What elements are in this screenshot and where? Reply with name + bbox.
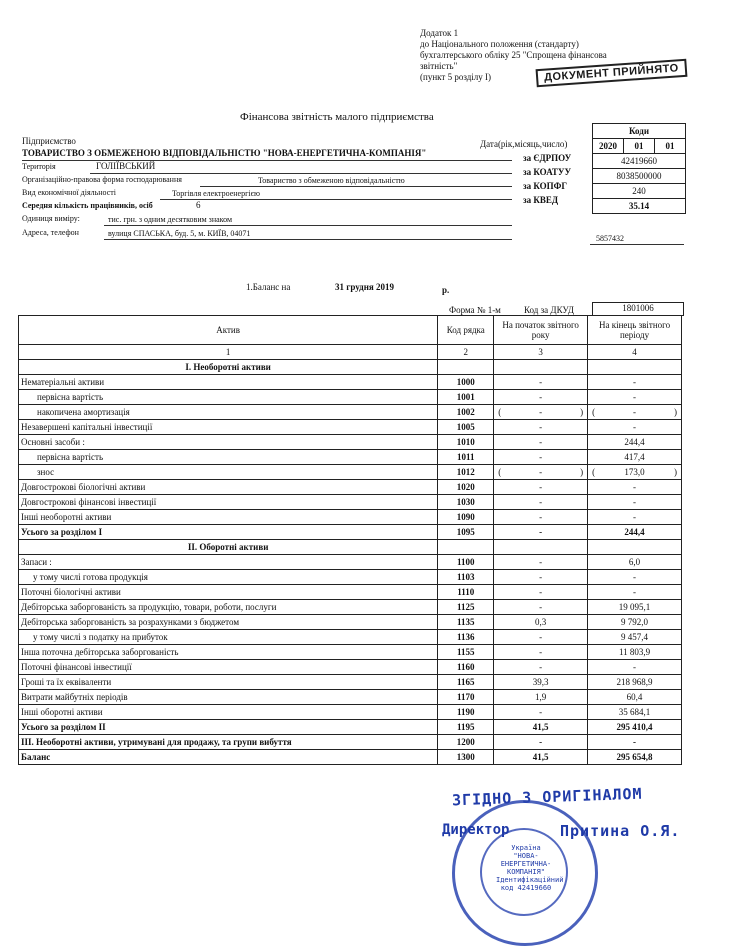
row-value-start: 0,3 [494, 615, 588, 630]
org-form-label: Організаційно-правова форма господарювання [22, 175, 182, 184]
paren-open: ( [498, 407, 502, 417]
edrpou-label: за ЄДРПОУ [523, 153, 572, 163]
table-row [19, 660, 682, 675]
row-code: 1200 [438, 735, 494, 750]
row-code: 1012 [438, 465, 494, 480]
appendix-line: до Національного положення (стандарту) [420, 39, 579, 49]
unit-value: тис. грн. з одним десятковим знаком [108, 215, 233, 224]
row-code: 1000 [438, 375, 494, 390]
row-value-end: - [588, 735, 682, 750]
row-value-start: - [494, 390, 588, 405]
row-value-start [494, 465, 588, 480]
row-label: Баланс [19, 750, 438, 765]
row-value-end: - [588, 660, 682, 675]
row-value-end: 218 968,9 [588, 675, 682, 690]
staff-value: 6 [196, 200, 201, 210]
value-text: - [633, 407, 637, 417]
seal-text-line: код 42419660 [500, 884, 552, 892]
code-koatuu: 8038500000 [593, 168, 685, 183]
table-row [19, 450, 682, 465]
codes-date [593, 138, 685, 153]
row-code: 1135 [438, 615, 494, 630]
balance-date: 31 грудня 2019 [335, 282, 395, 292]
activity-value: Торгівля електроенергією [172, 189, 260, 198]
org-form-value: Товариство з обмеженою відповідальністю [258, 176, 405, 185]
row-value-end: 295 410,4 [588, 720, 682, 735]
row-code: 1160 [438, 660, 494, 675]
table-row [19, 735, 682, 750]
row-label: первісна вартість [19, 450, 438, 465]
unit-label: Одиниця виміру: [22, 214, 80, 223]
row-code: 1300 [438, 750, 494, 765]
table-row [19, 570, 682, 585]
value-text: - [539, 467, 543, 477]
row-label: Дебіторська заборгованість за розрахунками з бюджетом [19, 615, 438, 630]
row-label: первісна вартість [19, 390, 438, 405]
paren-open: ( [592, 467, 596, 477]
row-code: 1020 [438, 480, 494, 495]
code-kved: 35.14 [593, 198, 685, 213]
document-title: Фінансова звітність малого підприємства [240, 111, 434, 123]
paren-close: ) [580, 467, 584, 477]
row-value-start: - [494, 525, 588, 540]
appendix-line: бухгалтерського обліку 25 "Спрощена фінансова [420, 50, 607, 60]
row-code: 1155 [438, 645, 494, 660]
empty-cell [588, 360, 682, 375]
table-row [19, 510, 682, 525]
director-label: Директор [442, 822, 510, 838]
empty-cell [494, 360, 588, 375]
row-code: 1005 [438, 420, 494, 435]
table-row [19, 585, 682, 600]
section-title: ІІ. Оборотні активи [19, 540, 438, 555]
certified-copy-stamp: ЗГІДНО З ОРИГІНАЛОМ [451, 784, 643, 810]
empty-cell [438, 540, 494, 555]
empty-cell [588, 540, 682, 555]
activity-label: Вид економічної діяльності [22, 188, 117, 197]
paren-close: ) [674, 407, 677, 417]
table-header-row [19, 316, 682, 345]
date-year: 2020 [599, 141, 617, 151]
codes-box [592, 123, 686, 214]
row-value-start: - [494, 495, 588, 510]
row-value-start: 1,9 [494, 690, 588, 705]
table-row [19, 375, 682, 390]
row-value-end: 244,4 [588, 435, 682, 450]
row-value-start: - [494, 450, 588, 465]
date-day: 01 [654, 139, 685, 153]
table-row [19, 675, 682, 690]
table-row [19, 495, 682, 510]
row-value-end: 244,4 [588, 525, 682, 540]
row-value-end: - [588, 495, 682, 510]
row-code: 1110 [438, 585, 494, 600]
codes-header: Коди [628, 126, 650, 136]
row-label: Довгострокові біологічні активи [19, 480, 438, 495]
table-row [19, 480, 682, 495]
row-code: 1100 [438, 555, 494, 570]
code-kopfg: 240 [593, 183, 685, 198]
row-value-start: - [494, 660, 588, 675]
row-value-start: - [494, 510, 588, 525]
row-value-end: 11 803,9 [588, 645, 682, 660]
row-value-end: 9 457,4 [588, 630, 682, 645]
row-value-start: - [494, 705, 588, 720]
table-row [19, 705, 682, 720]
table-row [19, 390, 682, 405]
row-value-end: - [588, 585, 682, 600]
seal-text-line: "НОВА- [513, 852, 539, 860]
row-value-end [588, 465, 682, 480]
paren-close: ) [674, 467, 677, 477]
value-text: 173,0 [624, 467, 645, 477]
row-value-end: - [588, 390, 682, 405]
row-label: Витрати майбутніх періодів [19, 690, 438, 705]
seal-text [496, 844, 564, 892]
row-value-end: 19 095,1 [588, 600, 682, 615]
table-row [19, 600, 682, 615]
empty-cell [438, 360, 494, 375]
row-code: 1011 [438, 450, 494, 465]
enterprise-name: ТОВАРИСТВО З ОБМЕЖЕНОЮ ВІДПОВІДАЛЬНІСТЮ "НОВА-ЕНЕРГЕТИЧНА-КОМПАНІЯ" [22, 148, 427, 158]
row-value-end: - [588, 375, 682, 390]
row-value-end: - [588, 420, 682, 435]
row-code: 1190 [438, 705, 494, 720]
seal-text-line: ЕНЕРГЕТИЧНА- [500, 860, 552, 868]
row-code: 1170 [438, 690, 494, 705]
section-title: І. Необоротні активи [19, 360, 438, 375]
row-code: 1165 [438, 675, 494, 690]
col-number: 1 [19, 345, 438, 360]
col-number: 2 [438, 345, 494, 360]
row-code: 1090 [438, 510, 494, 525]
col-number: 4 [588, 345, 682, 360]
staff-label: Середня кількість працівників, осіб [22, 201, 153, 210]
row-code: 1195 [438, 720, 494, 735]
row-label: ІІІ. Необоротні активи, утримувані для продажу, та групи вибуття [19, 735, 438, 750]
phone-value: 5857432 [596, 234, 624, 243]
balance-table [18, 315, 682, 765]
row-value-start: - [494, 645, 588, 660]
paren-open: ( [592, 407, 596, 417]
row-value-start: - [494, 375, 588, 390]
col-number: 3 [494, 345, 588, 360]
table-row [19, 420, 682, 435]
row-value-end: - [588, 480, 682, 495]
row-label: Основні засоби : [19, 435, 438, 450]
table-row [19, 645, 682, 660]
row-value-start: 41,5 [494, 750, 588, 765]
row-code: 1030 [438, 495, 494, 510]
seal-text-line: Ідентифікаційний [496, 876, 564, 884]
table-row [19, 615, 682, 630]
row-code: 1010 [438, 435, 494, 450]
seal-text-line: КОМПАНІЯ" [507, 868, 545, 876]
form-label: Форма № 1-м [449, 305, 501, 315]
paren-open: ( [498, 467, 502, 477]
date-month: 01 [623, 139, 654, 153]
table-row [19, 555, 682, 570]
table-row [19, 630, 682, 645]
row-value-start [494, 405, 588, 420]
enterprise-label: Підприємство [22, 136, 76, 146]
balance-year-suffix: р. [442, 285, 450, 295]
row-label: Усього за розділом І [19, 525, 438, 540]
row-value-start: - [494, 630, 588, 645]
seal-text-line: Україна [511, 844, 541, 852]
col-header-start: На початок звітного року [494, 316, 588, 345]
row-value-start: 41,5 [494, 720, 588, 735]
table-row [19, 720, 682, 735]
row-value-start: - [494, 570, 588, 585]
row-label: знос [19, 465, 438, 480]
director-name: Притина О.Я. [560, 822, 681, 840]
balance-title: 1.Баланс на [246, 282, 291, 292]
row-code: 1103 [438, 570, 494, 585]
section-header-row [19, 360, 682, 375]
row-value-end: 6,0 [588, 555, 682, 570]
row-code: 1095 [438, 525, 494, 540]
dkud-label: Код за ДКУД [524, 305, 574, 315]
row-label: Поточні фінансові інвестиції [19, 660, 438, 675]
row-value-end: 9 792,0 [588, 615, 682, 630]
value-text: - [539, 407, 543, 417]
row-code: 1136 [438, 630, 494, 645]
row-value-start: - [494, 420, 588, 435]
dkud-value: 1801006 [592, 302, 684, 316]
column-number-row [19, 345, 682, 360]
col-header-end: На кінець звітного періоду [588, 316, 682, 345]
row-label: у тому числі з податку на прибуток [19, 630, 438, 645]
row-value-end: 417,4 [588, 450, 682, 465]
row-label: Інші необоротні активи [19, 510, 438, 525]
row-label: у тому числі готова продукція [19, 570, 438, 585]
paren-close: ) [580, 407, 584, 417]
row-value-start: - [494, 555, 588, 570]
row-label: Незавершені капітальні інвестиції [19, 420, 438, 435]
kopfg-label: за КОПФГ [523, 181, 568, 191]
document-accepted-stamp: ДОКУМЕНТ ПРИЙНЯТО [536, 59, 688, 87]
row-value-end: 60,4 [588, 690, 682, 705]
address-value: вулиця СПАСЬКА, буд. 5, м. КИЇВ, 04071 [108, 229, 251, 238]
table-row [19, 690, 682, 705]
row-value-end [588, 405, 682, 420]
row-label: Гроші та їх еквіваленти [19, 675, 438, 690]
table-row [19, 465, 682, 480]
kved-label: за КВЕД [523, 195, 559, 205]
row-value-end: 295 654,8 [588, 750, 682, 765]
row-label: Дебіторська заборгованість за продукцію, товари, роботи, послуги [19, 600, 438, 615]
row-value-start: - [494, 435, 588, 450]
row-label: накопичена амортизація [19, 405, 438, 420]
row-value-start: - [494, 480, 588, 495]
row-value-end: - [588, 510, 682, 525]
table-row [19, 405, 682, 420]
row-label: Інші оборотні активи [19, 705, 438, 720]
territory-value: ГОЛІЇВСЬКИЙ [96, 161, 156, 171]
appendix-line: Додаток 1 [420, 28, 459, 38]
koatuu-label: за КОАТУУ [523, 167, 572, 177]
col-header-code: Код рядка [438, 316, 494, 345]
row-code: 1001 [438, 390, 494, 405]
col-header-asset: Актив [19, 316, 438, 345]
table-row [19, 435, 682, 450]
row-value-start: - [494, 585, 588, 600]
code-edrpou: 42419660 [593, 153, 685, 168]
row-label: Нематеріальні активи [19, 375, 438, 390]
territory-label: Територія [22, 162, 56, 171]
row-code: 1125 [438, 600, 494, 615]
appendix-line: звітність" [420, 61, 458, 71]
row-value-end: - [588, 570, 682, 585]
row-value-start: - [494, 600, 588, 615]
row-value-start: - [494, 735, 588, 750]
address-label: Адреса, телефон [22, 228, 79, 237]
row-value-start: 39,3 [494, 675, 588, 690]
empty-cell [494, 540, 588, 555]
row-label: Запаси : [19, 555, 438, 570]
row-label: Інша поточна дебіторська заборгованість [19, 645, 438, 660]
table-row [19, 525, 682, 540]
row-label: Поточні біологічні активи [19, 585, 438, 600]
date-label: Дата(рік,місяць,число) [480, 139, 568, 149]
appendix-line: (пункт 5 розділу І) [420, 72, 492, 82]
row-label: Довгострокові фінансові інвестиції [19, 495, 438, 510]
section-header-row [19, 540, 682, 555]
table-row [19, 750, 682, 765]
row-label: Усього за розділом ІІ [19, 720, 438, 735]
row-value-end: 35 684,1 [588, 705, 682, 720]
row-code: 1002 [438, 405, 494, 420]
